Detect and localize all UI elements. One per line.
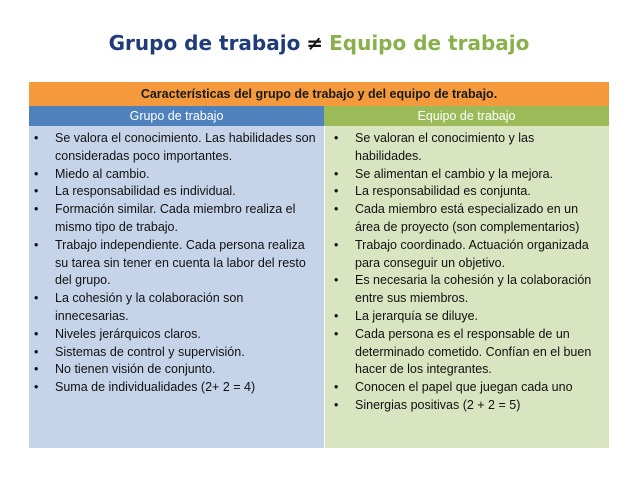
header-grupo: Grupo de trabajo <box>29 106 324 126</box>
list-item: • Se valoran el conocimiento y las habilidades. <box>331 130 603 166</box>
list-item: • Suma de individualidades (2+ 2 = 4) <box>31 379 318 397</box>
list-item: • Sistemas de control y supervisión. <box>31 344 318 362</box>
list-item: • La responsabilidad es conjunta. <box>331 183 603 201</box>
table-caption: Características del grupo de trabajo y del equipo de trabajo. <box>29 82 609 106</box>
list-item: • Se alimentan el cambio y la mejora. <box>331 166 603 184</box>
not-equal-sign: ≠ <box>306 31 324 55</box>
grupo-list <box>31 130 318 397</box>
grupo-column <box>29 126 324 448</box>
table-body-row <box>29 126 609 448</box>
list-item: • Conocen el papel que juegan cada uno <box>331 379 603 397</box>
table-header-row <box>29 106 609 126</box>
list-item: • Se valora el conocimiento. Las habilidades son consideradas poco importantes. <box>31 130 318 166</box>
list-item: • Miedo al cambio. <box>31 166 318 184</box>
list-item: • La responsabilidad es individual. <box>31 183 318 201</box>
list-item: • No tienen visión de conjunto. <box>31 361 318 379</box>
list-item: • Cada miembro está especializado en un área de proyecto (son complementarios) <box>331 201 603 237</box>
comparison-table <box>29 82 609 448</box>
list-item: • Sinergias positivas (2 + 2 = 5) <box>331 397 603 415</box>
list-item: • La cohesión y la colaboración son innecesarias. <box>31 290 318 326</box>
list-item: • Cada persona es el responsable de un determinado cometido. Confían en el buen hacer de los integrantes. <box>331 326 603 379</box>
list-item: • Niveles jerárquicos claros. <box>31 326 318 344</box>
slide-title <box>0 28 638 58</box>
equipo-column <box>324 126 609 448</box>
list-item: • Es necesaria la cohesión y la colaboración entre sus miembros. <box>331 272 603 308</box>
list-item: • Trabajo coordinado. Actuación organizada para conseguir un objetivo. <box>331 237 603 273</box>
list-item: • La jerarquía se diluye. <box>331 308 603 326</box>
list-item: • Formación similar. Cada miembro realiza el mismo tipo de trabajo. <box>31 201 318 237</box>
title-equipo: Equipo de trabajo <box>329 31 530 55</box>
equipo-list <box>331 130 603 415</box>
header-equipo: Equipo de trabajo <box>324 106 609 126</box>
list-item: • Trabajo independiente. Cada persona realiza su tarea sin tener en cuenta la labor del resto del grupo. <box>31 237 318 290</box>
title-grupo: Grupo de trabajo <box>108 31 301 55</box>
